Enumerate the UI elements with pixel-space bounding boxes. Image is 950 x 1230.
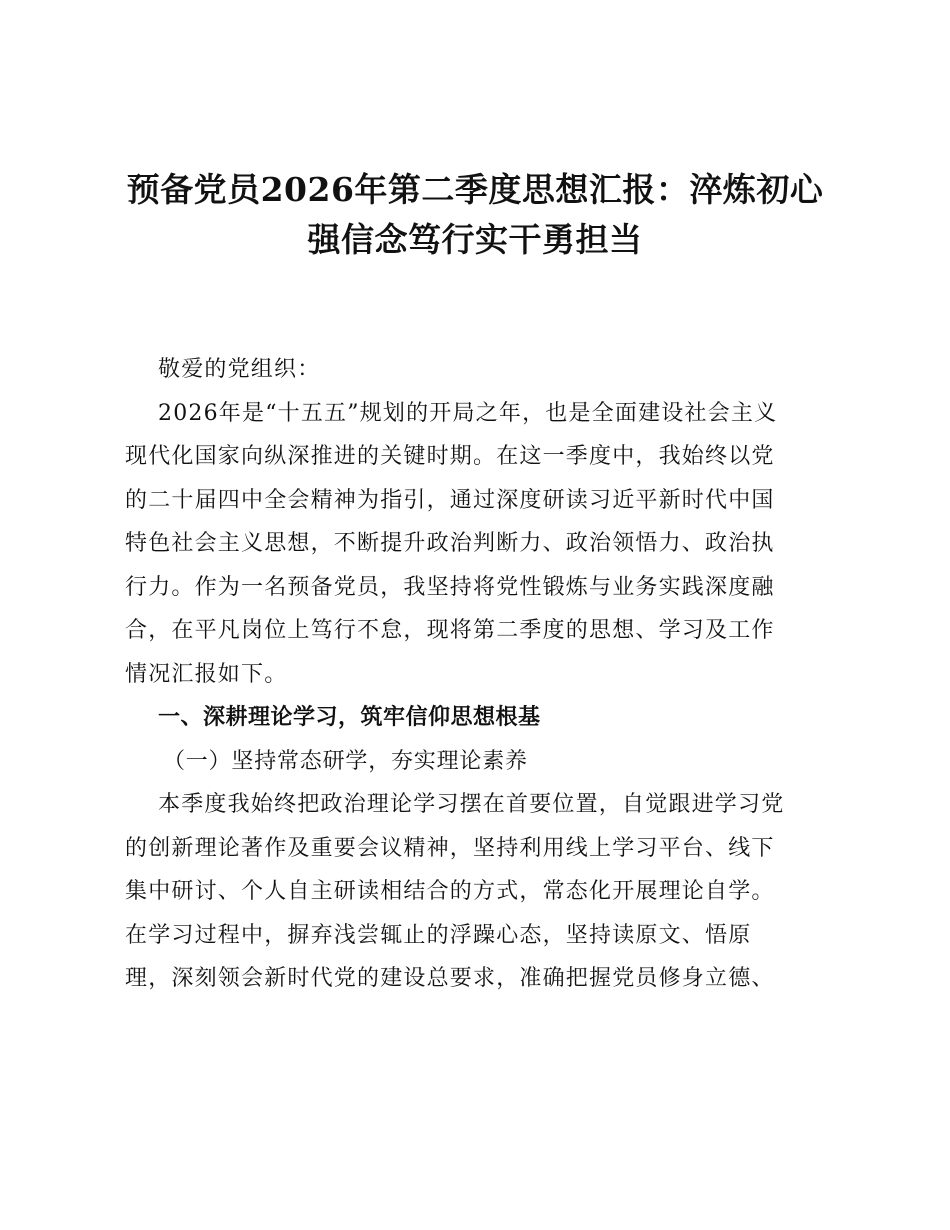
- paragraph-line: 理，深刻领会新时代党的建设总要求，准确把握党员修身立德、: [125, 966, 775, 991]
- paragraph-line: 行力。作为一名预备党员，我坚持将党性锻炼与业务实践深度融: [125, 574, 775, 600]
- paragraph-line: 情况汇报如下。: [125, 661, 288, 687]
- document-body: [125, 348, 837, 1001]
- section-heading: 一、深耕理论学习，筑牢信仰思想根基: [158, 705, 541, 730]
- paragraph-line: 的二十届四中全会精神为指引，通过深度研读习近平新时代中国: [125, 487, 775, 513]
- salutation: 敬爱的党组织：: [158, 357, 321, 382]
- paragraph-line: 集中研讨、个人自主研读相结合的方式，常态化开展理论自学。: [125, 879, 775, 904]
- subsection-heading: （一）坚持常态研学，夯实理论素养: [163, 748, 528, 774]
- paragraph-line: 特色社会主义思想，不断提升政治判断力、政治领悟力、政治执: [125, 531, 775, 556]
- subsection-paragraph: [125, 783, 837, 1001]
- paragraph-line: 现代化国家向纵深推进的关键时期。在这一季度中，我始终以党: [125, 444, 775, 469]
- intro-paragraph: [125, 392, 837, 697]
- document-title: [100, 165, 850, 265]
- title-line-1: 预备党员2026年第二季度思想汇报：淬炼初心: [126, 170, 824, 209]
- paragraph-line: 2026年是“十五五”规划的开局之年，也是全面建设社会主义: [158, 400, 778, 426]
- title-line-2: 强信念笃行实干勇担当: [307, 220, 643, 259]
- paragraph-line: 在学习过程中，摒弃浅尝辄止的浮躁心态，坚持读原文、悟原: [125, 922, 752, 948]
- paragraph-line: 的创新理论著作及重要会议精神，坚持利用线上学习平台、线下: [125, 835, 775, 861]
- paragraph-line: 合，在平凡岗位上笃行不怠，现将第二季度的思想、学习及工作: [125, 618, 775, 643]
- paragraph-line: 本季度我始终把政治理论学习摆在首要位置，自觉跟进学习党: [158, 792, 785, 817]
